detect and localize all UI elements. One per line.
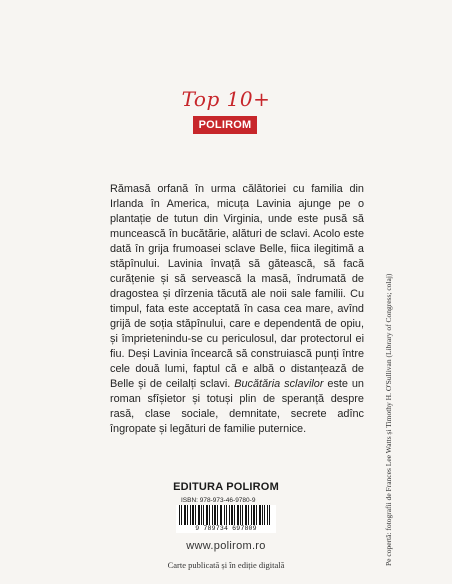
barcode-digits: 9 789734 697809 [176,525,276,532]
publisher-badge: POLIROM [193,116,257,134]
blurb-text [110,182,364,437]
blurb-paragraph [110,182,364,437]
isbn-label: ISBN: 978-973-46-9780-9 [181,497,256,504]
barcode-bars-icon [176,505,276,527]
blurb-part-1: Rămasă orfană în urma călătoriei cu familia din Irlanda în America, micuța Lavinia ajunge pe o plantație de tutun din Virginia, unde este pusă să muncească în bucătărie, alături de sclavi. Acolo este dată în grija frumoasei sclave Belle, fiica ilegitimă a stăpînului. Lavinia învață să gătească, să facă curățenie și să servească la masă, îndrumată de dragostea și dîrzenia tăcută ale noii sale familii. Cu timpul, fata este acceptată în casa cea mare, avînd grijă de soția stăpînului, care e dependentă de opiu, și împrietenindu-se cu periculosul, dar protectorul ei fiu. Deși Lavinia încearcă să construiască punți între cele două lumi, faptul că e albă o distanțează de Belle și de ceilalți sclavi. [110,183,364,390]
blurb-part-2: este un roman sfîșietor și totuși plin de speranță despre rasă, clase sociale, demnitate, secrete adînc îngropate și legături de familie puternice. [110,378,364,435]
book-title-italic: Bucătăria sclavilor [234,378,324,390]
cover-photo-credit: Pe copertă: fotografii de Frances Lee Watts și Timothy H. O'Sullivan (Library of Congress; colaj) [384,273,393,566]
publisher-name: EDITURA POLIROM [173,481,279,493]
series-label: Top 10+ [181,87,271,111]
digital-edition-note: Carte publicată și în ediție digitală [167,560,285,570]
publisher-website: www.polirom.ro [186,540,266,552]
